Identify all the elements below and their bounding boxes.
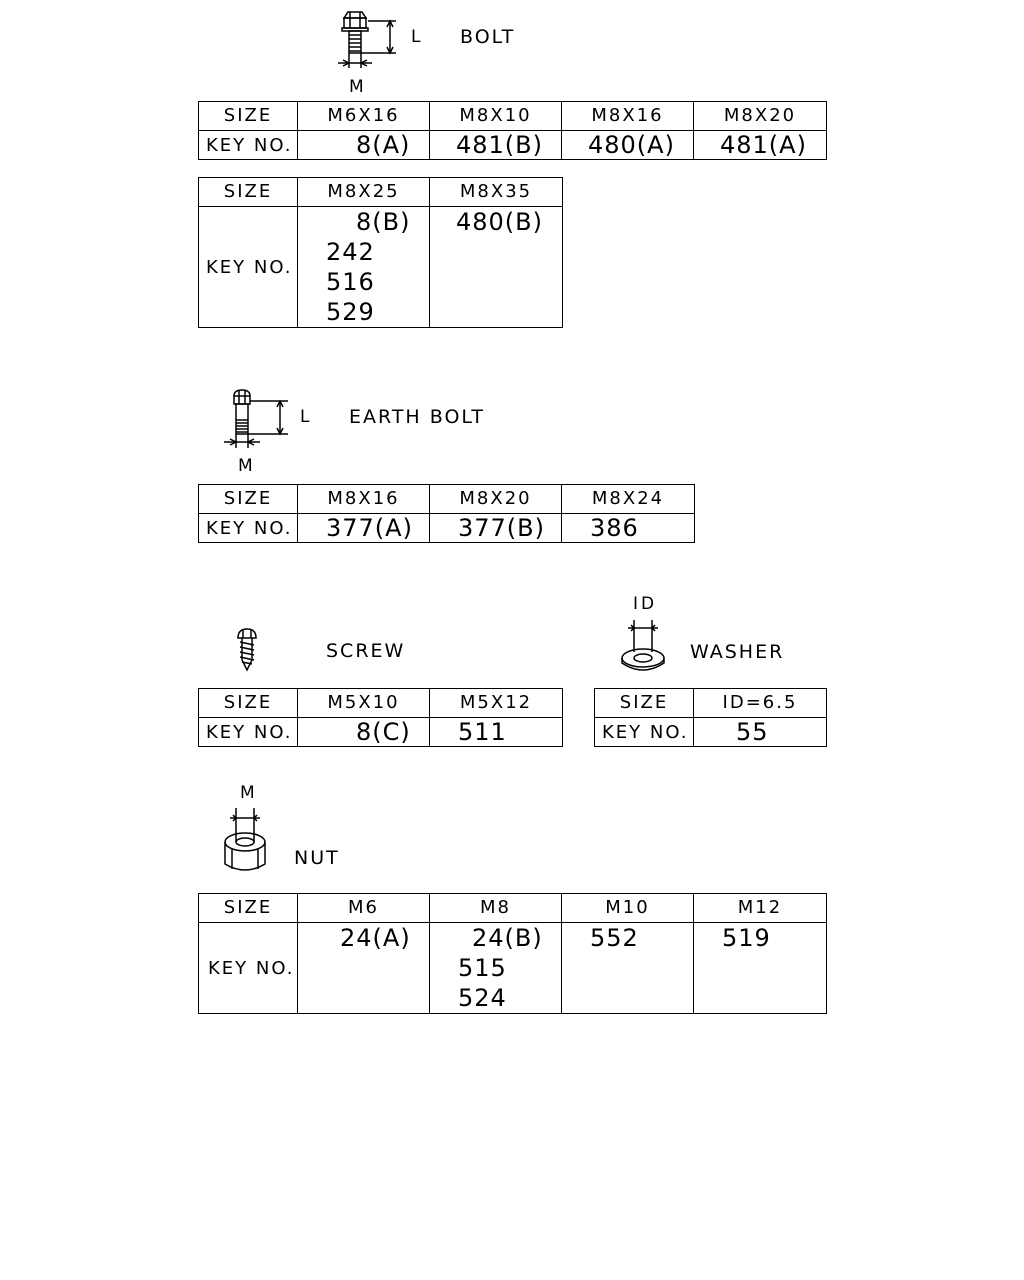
key-value: 386 bbox=[562, 514, 695, 543]
key-value: 552 bbox=[590, 924, 639, 952]
table-row bbox=[595, 718, 827, 747]
header-m8x25: M8X25 bbox=[298, 178, 430, 207]
header-size: SIZE bbox=[199, 102, 298, 131]
key-value-list bbox=[694, 923, 827, 1014]
key-value: 8(A) bbox=[298, 131, 430, 160]
key-value: 515 bbox=[458, 954, 507, 982]
earth-bolt-icon bbox=[222, 386, 302, 456]
nut-table bbox=[198, 893, 827, 1014]
table-row bbox=[199, 923, 827, 1014]
header-m5x10: M5X10 bbox=[298, 689, 430, 718]
screw-table bbox=[198, 688, 563, 747]
header-size: SIZE bbox=[199, 689, 298, 718]
header-m8x20: M8X20 bbox=[430, 485, 562, 514]
header-size: SIZE bbox=[595, 689, 694, 718]
key-value: 377(B) bbox=[430, 514, 562, 543]
header-m6: M6 bbox=[298, 894, 430, 923]
screw-title: SCREW bbox=[326, 640, 406, 662]
header-size: SIZE bbox=[199, 178, 298, 207]
key-value: 519 bbox=[722, 924, 771, 952]
header-m8x35: M8X35 bbox=[430, 178, 563, 207]
bolt-length-label: L bbox=[411, 27, 421, 47]
key-value: 511 bbox=[430, 718, 563, 747]
washer-icon bbox=[618, 618, 674, 674]
header-m5x12: M5X12 bbox=[430, 689, 563, 718]
key-value: 24(B) bbox=[472, 924, 543, 952]
key-no-label: KEY NO. bbox=[199, 131, 298, 160]
table-row bbox=[199, 718, 563, 747]
table-header-row bbox=[199, 178, 563, 207]
nut-title: NUT bbox=[294, 847, 340, 869]
table-row bbox=[199, 207, 563, 328]
key-no-label: KEY NO. bbox=[199, 718, 298, 747]
washer-title: WASHER bbox=[690, 641, 785, 663]
washer-table bbox=[594, 688, 827, 747]
bolt-table-2 bbox=[198, 177, 563, 328]
header-id: ID=6.5 bbox=[694, 689, 827, 718]
key-value: 529 bbox=[326, 298, 375, 326]
earth-bolt-length-label: L bbox=[300, 407, 310, 427]
header-m8x20: M8X20 bbox=[694, 102, 827, 131]
bolt-table-1 bbox=[198, 101, 827, 160]
nut-m-label: M bbox=[240, 783, 255, 803]
key-value-list bbox=[298, 923, 430, 1014]
header-m10: M10 bbox=[562, 894, 694, 923]
key-no-label: KEY NO. bbox=[595, 718, 694, 747]
header-m8x10: M8X10 bbox=[430, 102, 562, 131]
nut-icon bbox=[220, 806, 272, 876]
table-header-row bbox=[199, 689, 563, 718]
table-header-row bbox=[199, 894, 827, 923]
key-value: 480(A) bbox=[562, 131, 694, 160]
key-value: 8(C) bbox=[298, 718, 430, 747]
screw-icon bbox=[232, 626, 262, 674]
key-value: 481(A) bbox=[694, 131, 827, 160]
header-m8x24: M8X24 bbox=[562, 485, 695, 514]
table-row bbox=[199, 131, 827, 160]
key-value: 524 bbox=[458, 984, 507, 1012]
earth-bolt-diameter-label: M bbox=[238, 456, 253, 476]
key-value-list bbox=[298, 207, 430, 328]
table-header-row bbox=[199, 102, 827, 131]
earth-bolt-title: EARTH BOLT bbox=[349, 406, 485, 428]
key-no-label: KEY NO. bbox=[199, 207, 298, 328]
washer-id-label: ID bbox=[633, 594, 658, 614]
key-value: 8(B) bbox=[356, 208, 411, 236]
header-m8x16: M8X16 bbox=[562, 102, 694, 131]
bolt-title: BOLT bbox=[460, 26, 516, 48]
key-value: 516 bbox=[326, 268, 375, 296]
earth-bolt-table bbox=[198, 484, 695, 543]
key-value: 242 bbox=[326, 238, 375, 266]
header-m8: M8 bbox=[430, 894, 562, 923]
bolt-diameter-label: M bbox=[349, 77, 364, 97]
key-no-label: KEY NO. bbox=[199, 923, 298, 1014]
header-m12: M12 bbox=[694, 894, 827, 923]
key-value: 55 bbox=[694, 718, 827, 747]
key-value-list bbox=[430, 923, 562, 1014]
table-header-row bbox=[199, 485, 695, 514]
header-m6x16: M6X16 bbox=[298, 102, 430, 131]
key-value: 377(A) bbox=[298, 514, 430, 543]
key-no-label: KEY NO. bbox=[199, 514, 298, 543]
key-value: 24(A) bbox=[340, 924, 411, 952]
bolt-icon bbox=[330, 6, 410, 76]
header-m8x16: M8X16 bbox=[298, 485, 430, 514]
key-value: 481(B) bbox=[430, 131, 562, 160]
header-size: SIZE bbox=[199, 485, 298, 514]
key-value-list bbox=[430, 207, 563, 328]
table-header-row bbox=[595, 689, 827, 718]
header-size: SIZE bbox=[199, 894, 298, 923]
key-value-list bbox=[562, 923, 694, 1014]
key-value: 480(B) bbox=[456, 208, 543, 236]
table-row bbox=[199, 514, 695, 543]
